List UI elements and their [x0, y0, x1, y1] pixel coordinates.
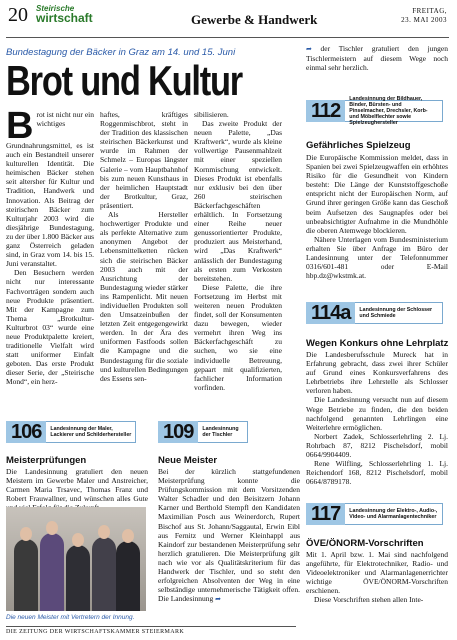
article-paragraph: rot ist nicht nur ein wichtiges Grundnahrungsmittel, es ist auch ein Bestandteil unserer kulturellen Identität. Die heimischen Bäcker stehen seit altersher für Kultur und Tradition, Handwerk und Innovation. Als Beitrag der steirischen Bäcker zum Kulturjahr 2003 wird die diesjährige Bundestagung, zu der über 1.800 Bäcker aus ganz Österreich geladen sind, in Graz vom 14. bis 15. Juni veranstaltet. [6, 110, 94, 269]
group-photo [6, 507, 146, 611]
badge-number: 112 [306, 100, 345, 122]
article-headline: Brot und Kultur [6, 57, 242, 104]
article-column-2 [100, 110, 188, 383]
badge-number: 114a [306, 302, 355, 324]
photo-face [122, 529, 134, 543]
lehrplatz-text [306, 350, 448, 486]
oevo-paragraph: Mit 1. April bzw. 1. Mai sind nachfolgend angeführte, für Elektrotechniker, Radio- und Videoelektroniker und Alarmanlagenerrichter wichtige ÖVE/ÖNORM-Vorschriften erschienen. [306, 550, 448, 596]
publication-logo [36, 5, 93, 24]
lehrplatz-paragraph: Rene Wilfling, Schlosserlehrling 1. Lj. Reichendorf 168, 8212 Pischelsdorf, mobil 0664/8789178. [306, 459, 448, 487]
continuation-arrow-icon: ➦ [306, 45, 321, 53]
meister-text [6, 467, 148, 512]
badge-number: 109 [158, 421, 198, 443]
weekday: FREITAG, [412, 7, 447, 15]
logo-line2: wirtschaft [36, 11, 93, 25]
logo-line1: Steirische [36, 4, 75, 13]
lehrplatz-paragraph: Die Landesinnung versucht nun auf diesem Wege Betriebe zu finden, die den beiden nachfolgend genannten Lehrlingen eine Weiterlehre ermöglichen. [306, 395, 448, 432]
photo-person [116, 541, 140, 611]
spielzeug-paragraph: Nähere Unterlagen vom Bundesministerium erhalten Sie über Anfrage im Büro der Landesinnung unter der Telefonnummer 0316/601-481 oder E-Mail hbp.dz@wkstmk.at. [306, 234, 448, 281]
badge-number: 106 [6, 421, 46, 443]
photo-face [98, 525, 110, 539]
page-header [6, 2, 449, 38]
photo-person [92, 537, 116, 611]
badge-117 [306, 503, 443, 525]
spielzeug-text [306, 153, 448, 280]
article-paragraph: sibilisieren. [194, 110, 229, 119]
photo-person [66, 545, 90, 611]
neue-meister-title: Neue Meister [158, 455, 218, 466]
article-column-3 [194, 110, 282, 392]
photo-face [46, 521, 58, 535]
oevo-text [306, 550, 448, 605]
article-paragraph: Das zweite Produkt der neuen Palette, „Das Kraftwerk“, wurde als kleine vollwertige Pausenmahlzeit mit einer speziellen Kornmischung entwickelt. Dieses Produkt ist ebenfalls nur exklusiv bei den über 260 steirischen Bäckerfachgeschäften erhältlich. In Fortsetzung einer Reihe neuer genussorientierter Produkte, produziert aus Meisterhand, wird „Das Kraftwerk“ anlässlich der Bundestagung als ersten zum Verkosten bereitstehen. [194, 119, 282, 283]
photo-person [14, 539, 38, 611]
date: 23. MAI 2003 [401, 16, 447, 25]
badge-label: Landesinnung der Schlosser und Schmiede [355, 302, 443, 324]
badge-112 [306, 95, 443, 127]
badge-114a [306, 302, 443, 324]
article-column-1 [6, 105, 94, 387]
tischler-continued-text: der Tischler gratuliert den jungen Tischlermeistern auf diesem Wege noch einmal sehr herzlich. [306, 44, 448, 73]
article-paragraph: Diese Palette, die ihre Fortsetzung im Herbst mit weiteren neuen Produkten findet, soll der Konsumenten dazu bewegen, wieder vermehrt ihren Weg ins Bäckerfachgeschäft zu suchen, wo sie eine individuelle Betreuung, gepaart mit qualifizierten, fachlicher Information vorfinden. [194, 282, 282, 392]
lehrplatz-title: Wegen Konkurs ohne Lehrplatz [306, 338, 449, 349]
lehrplatz-paragraph: Die Landesberufsschule Mureck hat in Erfahrung gebracht, dass zwei ihrer Schüler auf Grund eines Konkursverfahrens des Lehrbetriebs ihre Lehrstelle als Schlosser verloren haben. [306, 350, 448, 396]
tischler-continued [306, 44, 448, 72]
badge-label: Landesinnung der Elektro-, Audio-, Video- und Alarmanlagentechniker [345, 503, 443, 525]
oevo-paragraph: Diese Vorschriften stehen allen Inte- [314, 595, 424, 605]
spielzeug-title: Gefährliches Spielzeug [306, 140, 411, 151]
badge-label: Landesinnung der Bildhauer, Binder, Bürsten- und Pinselmacher, Drechsler, Korb- und Möbelflechter sowie Spielzeughersteller [345, 100, 443, 122]
badge-label: Landesinnung der Maler, Lackierer und Schilderhersteller [46, 421, 136, 443]
article-subheadline: Bundestagung der Bäcker in Graz am 14. und 15. Juni [6, 47, 236, 58]
article-paragraph: Als Hersteller hochwertiger Produkte und als perfekte Alternative zum anonymen Angebot der Lebensmittelketten rücken sich die steirischen Bäcker 2003 auch mit der Ausrichtung der Bundestagung wieder stärker ins Rampenlicht. Mit neuen individuellen Produkten soll den Umsatzeinbußen der letzten Zeit entgegengewirkt werden. In der Ära des uniformen Fastfoods sollen die Kampagne und die Bundestagung für die soziale und kulturellen Bedingungen des Essens sen- [100, 210, 188, 383]
neue-meister-text [158, 467, 300, 604]
page-footer: DIE ZEITUNG DER WIRTSCHAFTSKAMMER STEIERMARK [6, 626, 296, 635]
badge-109 [158, 421, 248, 443]
article-paragraph: Den Besuchern werden nicht nur interessante Fachvorträgen sondern auch neue Produkte präsentiert. Mit der Kampagne zum Thema „Brotkultur-Kulturbrot 03“ wurde eine neue Produktpalette kreiert, traditionelle Vielfalt wird statt uniformer Einfalt geboten. Das erste Produkt dieser Serie, der „Steirische Mond“, ein herz- [6, 268, 94, 387]
spielzeug-paragraph: Die Europäische Kommission meldet, dass in Spanien bei zwei Spielzeugwaffen ein erhöhtes Risiko für die Gesundheit von Kindern besteht: Die Länge der Kunststoffgeschoße entspricht nicht der Europäischen Norm, auf Grund ihrer geringen Größe kann das Geschoß beim Aufsetzen des Saugnapfes oder bei unbeabsichtigter Aufnahme in die Mundhöhle die oberen Atemwege blockieren. [306, 153, 448, 235]
oevo-title: ÖVE/ÖNORM-Vorschriften [306, 538, 424, 549]
drop-cap: B [6, 105, 34, 147]
photo-face [72, 533, 84, 547]
meister-title: Meisterprüfungen [6, 455, 87, 466]
badge-number: 117 [306, 503, 345, 525]
article-paragraph: haftes, kräftiges Roggenmischbrot, steht in der Tradition des klassischen steirischen Bäckerkunst und wurde im Rahmen der Schmelz – Europas längster Galerie – vom Hauptbahnhof bis zum neuen Kunsthaus in der heimlichen Hauptstadt der Brotkultur, Graz, präsentiert. [100, 110, 188, 210]
photo-caption: Die neuen Meister mit Vertretern der Innung. [6, 614, 135, 621]
badge-106 [6, 421, 136, 443]
neue-meister-paragraph: Bei der kürzlich stattgefundenen Meisterprüfung konnte die Prüfungskommission mit dem Vorsitzenden Walter Schadler und den Beisitzern Johann Karner und Berthold Stempfl den Kandidaten Maximilian Posch aus Weinerdorch, Rupert Bischof aus St. Johann/Saggautal, Erwin Eibl aus Fernitz und Werner Kleinhappl aus Kaindorf zur bestandenen Meisterprüfung sehr herzlich gratulieren. Die Meisterprüfung gilt nach wie vor als Qualitätskriterium für das Handwerk der Tischler, und so steht den erfolgreichen Absolventen der Weg in eine selbständige unternehmerische Tätigkeit offen. Die Landesinnung [158, 467, 300, 604]
badge-label: Landesinnung der Tischler [198, 421, 248, 443]
continuation-arrow-icon: ➦ [215, 595, 221, 604]
photo-person [40, 533, 64, 611]
photo-face [20, 527, 32, 541]
meister-paragraph: Die Landesinnung gratuliert den neuen Meistern im Gewerbe Maler und Anstreicher, Carmen Maria Trsavec, Thomas Franz und Robert Frauwallner, und wünschen alles Gute [6, 467, 148, 504]
lehrplatz-paragraph: Norbert Zadek, Schlosserlehrling 2. Lj. Rohrbach 87, 8212 Pischelsdorf, mobil 0664/9904409. [306, 431, 448, 460]
page-number: 20 [8, 4, 28, 26]
issue-date [401, 7, 447, 25]
section-title: Gewerbe & Handwerk [191, 12, 318, 27]
